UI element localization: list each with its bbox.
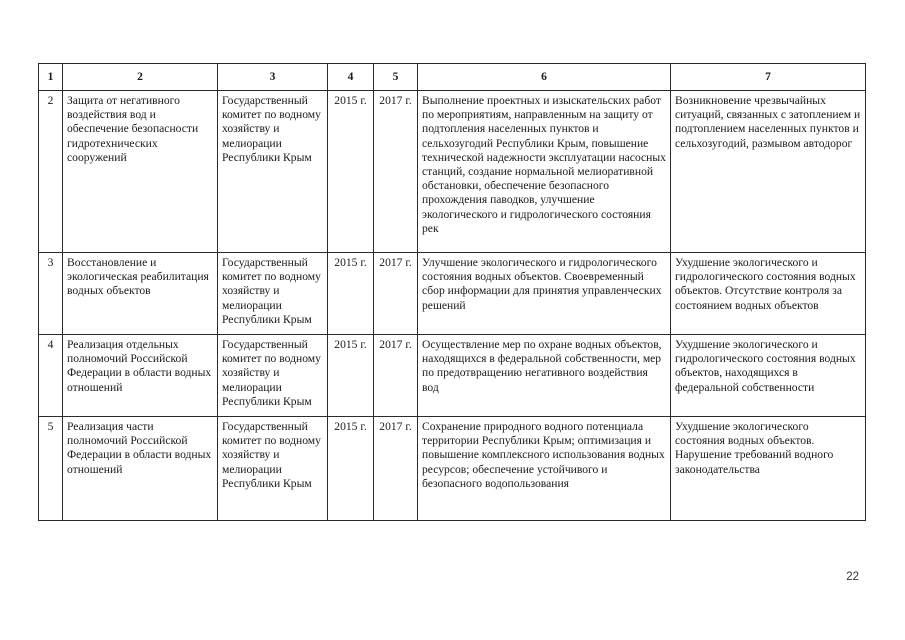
column-header-1: 1 — [39, 64, 63, 91]
executor-cell: Государственный комитет по водному хозяйству и мелиорации Республики Крым — [218, 417, 328, 521]
start-year: 2015 г. — [328, 335, 374, 417]
end-year: 2017 г. — [374, 253, 418, 335]
measure-name: Защита от негативного воздействия вод и обеспечение безопасности гидротехнических сооружений — [63, 91, 218, 253]
program-measures-table — [38, 63, 866, 521]
expected-result: Сохранение природного водного потенциала территории Республики Крым; оптимизация и повышение комплексного использования водных ресурсов; обеспечение устойчивого и безопасного водопользования — [418, 417, 671, 521]
executor-cell: Государственный комитет по водному хозяйству и мелиорации Республики Крым — [218, 253, 328, 335]
measure-name: Реализация части полномочий Российской Федерации в области водных отношений — [63, 417, 218, 521]
end-year: 2017 г. — [374, 335, 418, 417]
non-implementation-consequence: Ухудшение экологического и гидрологического состояния водных объектов, находящихся в федеральной собственности — [671, 335, 866, 417]
table-row — [39, 253, 866, 335]
end-year: 2017 г. — [374, 91, 418, 253]
executor-cell: Государственный комитет по водному хозяйству и мелиорации Республики Крым — [218, 335, 328, 417]
start-year: 2015 г. — [328, 91, 374, 253]
column-header-3: 3 — [218, 64, 328, 91]
non-implementation-consequence: Ухудшение экологического состояния водных объектов. Нарушение требований водного законодательства — [671, 417, 866, 521]
column-header-4: 4 — [328, 64, 374, 91]
expected-result: Осуществление мер по охране водных объектов, находящихся в федеральной собственности, мер по предотвращению негативного воздействия вод — [418, 335, 671, 417]
row-number: 2 — [39, 91, 63, 253]
column-header-6: 6 — [418, 64, 671, 91]
measure-name: Реализация отдельных полномочий Российской Федерации в области водных отношений — [63, 335, 218, 417]
start-year: 2015 г. — [328, 253, 374, 335]
column-header-2: 2 — [63, 64, 218, 91]
row-number: 5 — [39, 417, 63, 521]
column-header-5: 5 — [374, 64, 418, 91]
non-implementation-consequence: Возникновение чрезвычайных ситуаций, связанных с затоплением и подтоплением населенных пунктов и сельхозугодий, размывом автодорог — [671, 91, 866, 253]
page-number: 22 — [846, 571, 859, 583]
table-header-row — [39, 64, 866, 91]
table-row — [39, 417, 866, 521]
end-year: 2017 г. — [374, 417, 418, 521]
executor-cell: Государственный комитет по водному хозяйству и мелиорации Республики Крым — [218, 91, 328, 253]
table-row — [39, 91, 866, 253]
table-row — [39, 335, 866, 417]
row-number: 4 — [39, 335, 63, 417]
start-year: 2015 г. — [328, 417, 374, 521]
measure-name: Восстановление и экологическая реабилитация водных объектов — [63, 253, 218, 335]
expected-result: Улучшение экологического и гидрологического состояния водных объектов. Своевременный сбор информации для принятия управленческих решений — [418, 253, 671, 335]
non-implementation-consequence: Ухудшение экологического и гидрологического состояния водных объектов. Отсутствие контроля за состоянием водных объектов — [671, 253, 866, 335]
column-header-7: 7 — [671, 64, 866, 91]
row-number: 3 — [39, 253, 63, 335]
expected-result: Выполнение проектных и изыскательских работ по мероприятиям, направленным на защиту от подтопления населенных пунктов и сельхозугодий Республики Крым, повышение технической надежности эксплуатации насосных станций, создание нормальной мелиоративной обстановки, обеспечение безопасного прохождения паводков, улучшение экологического и гидрологического состояния рек — [418, 91, 671, 253]
